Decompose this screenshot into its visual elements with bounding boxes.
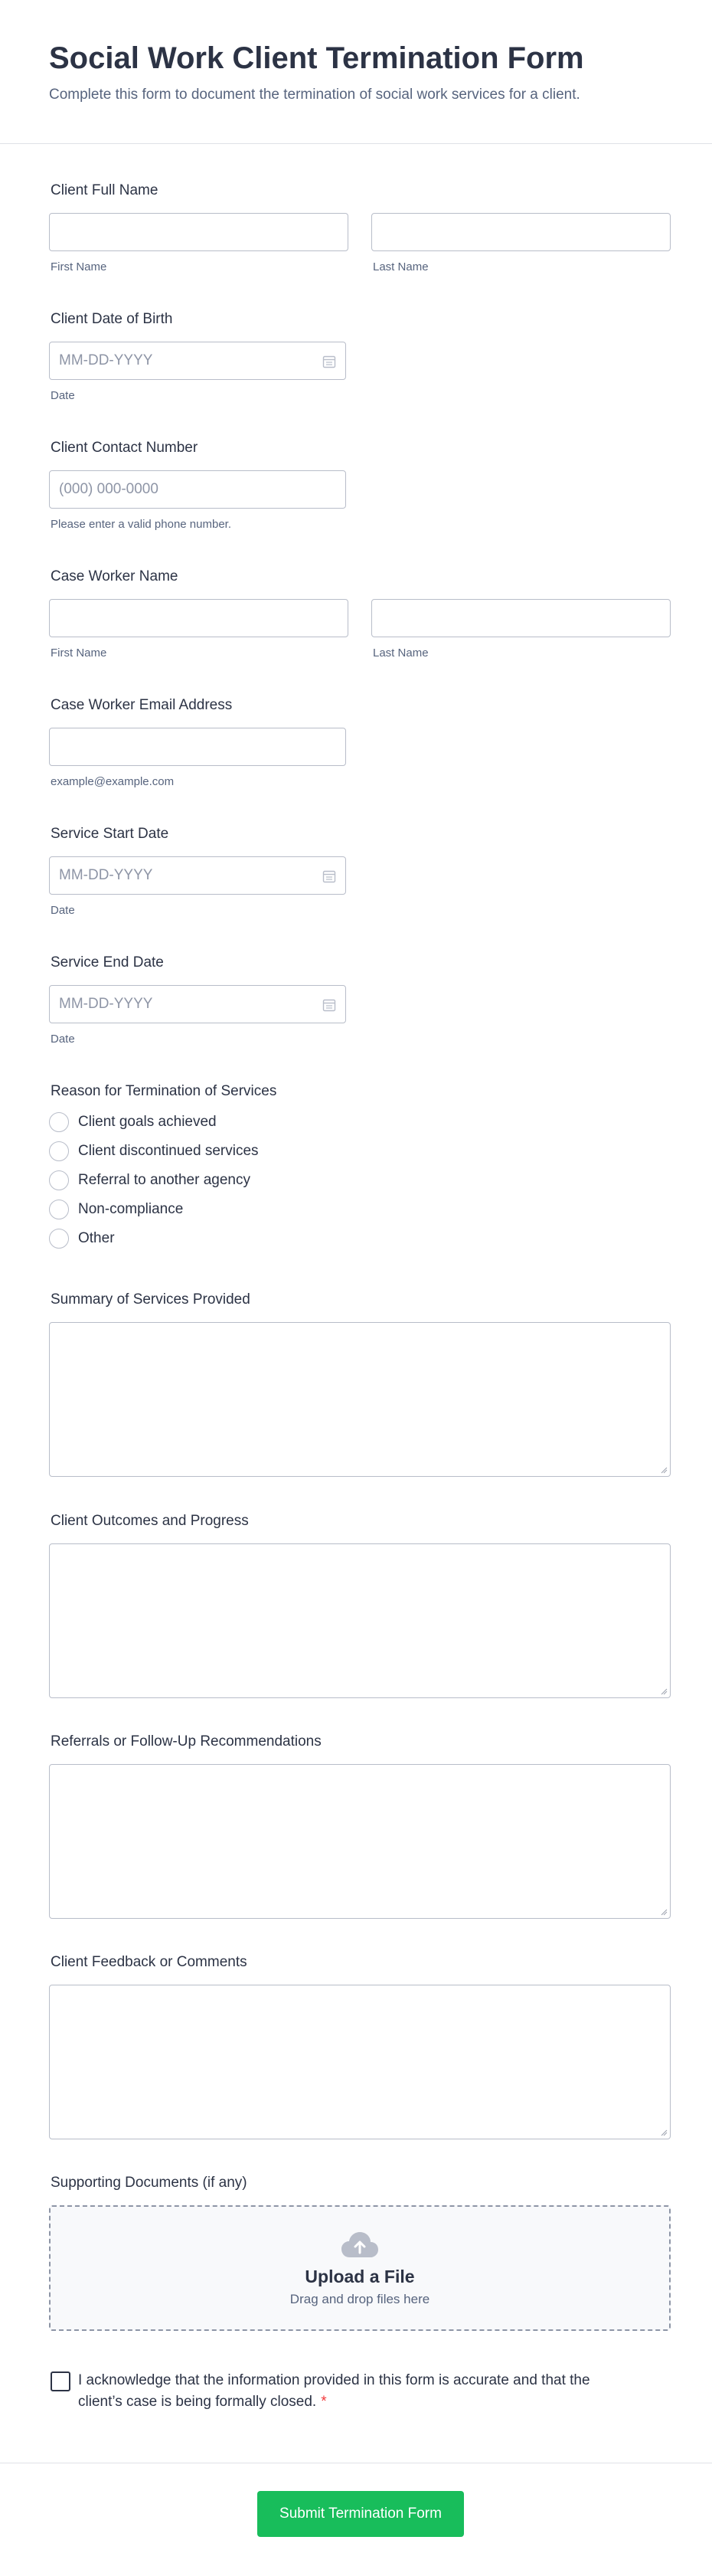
client-last-name-input[interactable] — [371, 213, 671, 251]
case-worker-last-name-sublabel: Last Name — [373, 646, 429, 660]
summary-textarea[interactable] — [49, 1322, 671, 1477]
acknowledge-field — [49, 2370, 600, 2413]
referrals-label: Referrals or Follow-Up Recommendations — [51, 1733, 322, 1750]
client-contact-label: Client Contact Number — [51, 440, 198, 456]
submit-button[interactable]: Submit Termination Form — [257, 2491, 464, 2537]
radio-option-label: Non-compliance — [78, 1201, 184, 1217]
calendar-icon[interactable] — [322, 355, 336, 368]
case-worker-name-label: Case Worker Name — [51, 568, 178, 584]
service-start-date-placeholder: MM-DD-YYYY — [59, 867, 153, 883]
service-start-date-field — [49, 824, 671, 917]
referrals-field — [49, 1732, 671, 1919]
radio-button[interactable] — [49, 1200, 69, 1219]
documents-field — [49, 2173, 671, 2331]
radio-option-label: Referral to another agency — [78, 1172, 250, 1188]
radio-option-referral[interactable] — [49, 1166, 671, 1195]
radio-option-discontinued[interactable] — [49, 1137, 671, 1166]
client-full-name-label: Client Full Name — [51, 182, 158, 198]
client-contact-input[interactable] — [49, 470, 346, 509]
documents-label: Supporting Documents (if any) — [51, 2175, 247, 2191]
client-contact-placeholder: (000) 000-0000 — [59, 481, 158, 497]
client-contact-field — [49, 438, 671, 531]
outcomes-textarea[interactable] — [49, 1543, 671, 1698]
service-end-date-placeholder: MM-DD-YYYY — [59, 996, 153, 1012]
case-worker-email-field — [49, 696, 671, 788]
client-dob-input[interactable] — [49, 342, 346, 380]
client-dob-sublabel: Date — [51, 389, 75, 402]
termination-reason-label: Reason for Termination of Services — [51, 1083, 277, 1099]
client-first-name-sublabel: First Name — [51, 260, 107, 273]
radio-option-other[interactable] — [49, 1224, 671, 1253]
resize-handle-icon[interactable] — [660, 2129, 668, 2136]
feedback-field — [49, 1952, 671, 2139]
radio-button[interactable] — [49, 1229, 69, 1249]
client-last-name-sublabel: Last Name — [373, 260, 429, 273]
calendar-icon[interactable] — [322, 998, 336, 1012]
client-dob-label: Client Date of Birth — [51, 311, 173, 327]
service-end-date-input[interactable] — [49, 985, 346, 1023]
radio-option-label: Other — [78, 1230, 115, 1246]
radio-option-goals-achieved[interactable] — [49, 1108, 671, 1137]
acknowledge-checkbox[interactable] — [51, 2371, 70, 2391]
file-upload-dropzone[interactable] — [49, 2205, 671, 2331]
radio-button[interactable] — [49, 1141, 69, 1161]
required-mark: * — [321, 2394, 327, 2410]
radio-option-non-compliance[interactable] — [49, 1195, 671, 1224]
page-title: Social Work Client Termination Form — [49, 41, 584, 75]
client-full-name-field — [49, 181, 671, 273]
client-contact-sublabel: Please enter a valid phone number. — [51, 518, 231, 531]
case-worker-first-name-input[interactable] — [49, 599, 348, 637]
case-worker-last-name-input[interactable] — [371, 599, 671, 637]
service-end-date-label: Service End Date — [51, 954, 164, 971]
radio-option-label: Client goals achieved — [78, 1114, 217, 1130]
resize-handle-icon[interactable] — [660, 1466, 668, 1474]
service-end-date-field — [49, 953, 671, 1046]
case-worker-first-name-sublabel: First Name — [51, 646, 107, 660]
cloud-upload-icon — [340, 2230, 380, 2260]
feedback-label: Client Feedback or Comments — [51, 1954, 247, 1970]
client-first-name-input[interactable] — [49, 213, 348, 251]
referrals-textarea[interactable] — [49, 1764, 671, 1919]
radio-button[interactable] — [49, 1112, 69, 1132]
summary-field — [49, 1290, 671, 1477]
case-worker-email-label: Case Worker Email Address — [51, 697, 233, 713]
form-header — [0, 0, 712, 144]
acknowledge-text — [78, 2370, 600, 2413]
client-dob-placeholder: MM-DD-YYYY — [59, 352, 153, 368]
summary-label: Summary of Services Provided — [51, 1291, 250, 1308]
service-start-date-input[interactable] — [49, 856, 346, 895]
service-start-date-sublabel: Date — [51, 904, 75, 917]
resize-handle-icon[interactable] — [660, 1687, 668, 1695]
case-worker-email-input[interactable] — [49, 728, 346, 766]
service-end-date-sublabel: Date — [51, 1033, 75, 1046]
radio-option-label: Client discontinued services — [78, 1143, 259, 1159]
acknowledge-label: I acknowledge that the information provided in this form is accurate and that the client’s case is being formally closed. — [78, 2372, 590, 2410]
case-worker-email-sublabel: example@example.com — [51, 775, 175, 788]
service-start-date-label: Service Start Date — [51, 826, 169, 842]
outcomes-label: Client Outcomes and Progress — [51, 1513, 249, 1529]
termination-reason-field — [49, 1082, 671, 1253]
feedback-textarea[interactable] — [49, 1985, 671, 2139]
radio-button[interactable] — [49, 1170, 69, 1190]
case-worker-name-field — [49, 567, 671, 660]
upload-title: Upload a File — [305, 2266, 415, 2286]
form-footer — [0, 2463, 712, 2576]
calendar-icon[interactable] — [322, 869, 336, 883]
resize-handle-icon[interactable] — [660, 1908, 668, 1916]
page-subtitle: Complete this form to document the termination of social work services for a client. — [49, 87, 580, 103]
outcomes-field — [49, 1511, 671, 1698]
client-dob-field — [49, 309, 671, 402]
upload-hint: Drag and drop files here — [289, 2291, 430, 2306]
